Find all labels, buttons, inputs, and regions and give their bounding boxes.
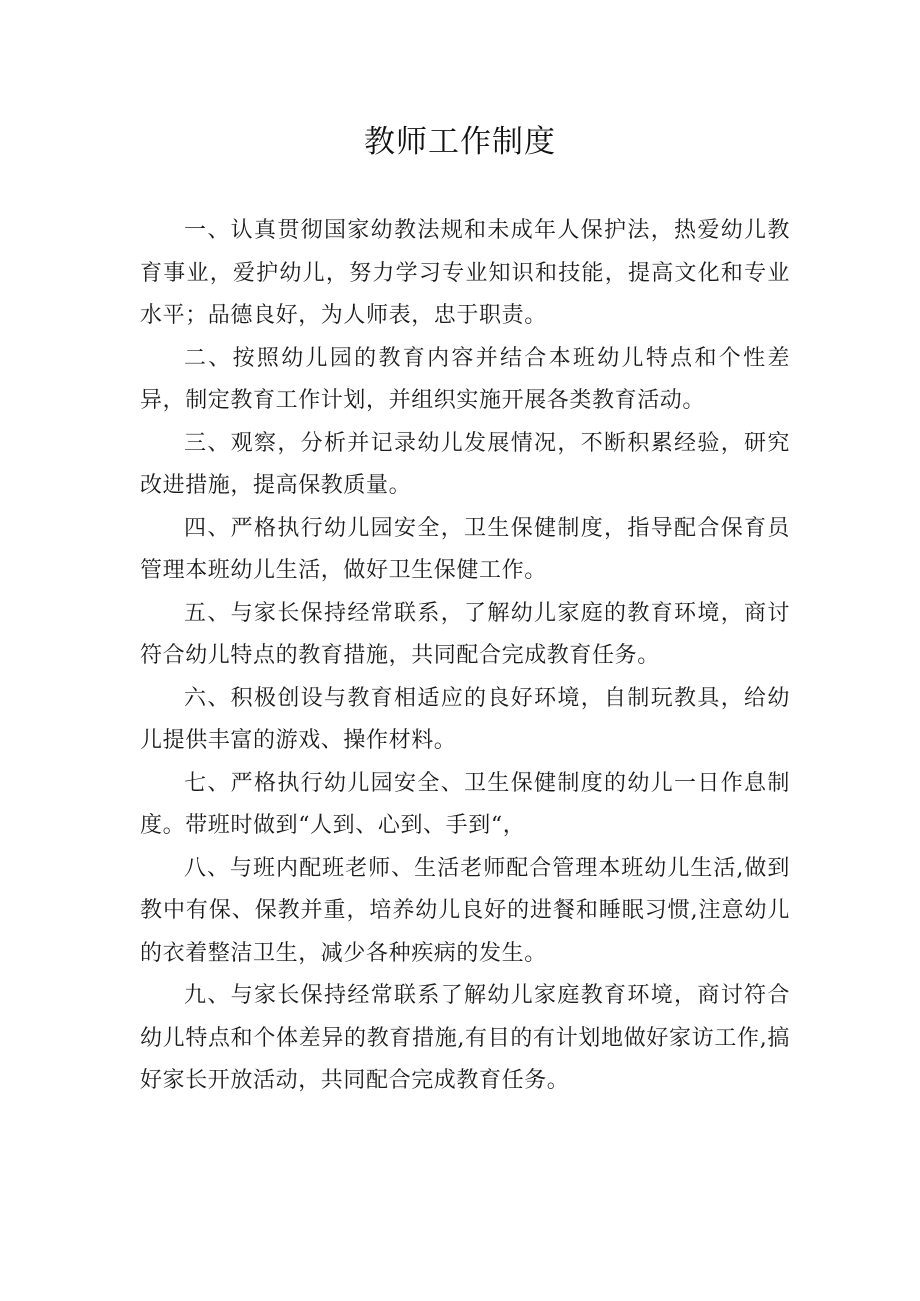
paragraph-7: 七、严格执行幼儿园安全、卫生保健制度的幼儿一日作息制度。带班时做到“人到、心到、手到“， <box>140 770 790 838</box>
document-title: 教师工作制度 <box>364 124 556 160</box>
paragraph-8: 八、与班内配班老师、生活老师配合管理本班幼儿生活,做到教中有保、保教并重，培养幼儿良好的进餐和睡眠习惯,注意幼儿的衣着整洁卫生，减少各种疾病的发生。 <box>140 855 790 966</box>
document-body <box>140 210 790 1103</box>
paragraph-9: 九、与家长保持经常联系了解幼儿家庭教育环境，商讨符合幼儿特点和个体差异的教育措施,有目的有计划地做好家访工作,搞好家长开放活动，共同配合完成教育任务。 <box>140 983 790 1093</box>
paragraph-5: 五、与家长保持经常联系，了解幼儿家庭的教育环境，商讨符合幼儿特点的教育措施，共同配合完成教育任务。 <box>140 600 790 668</box>
paragraph-4: 四、严格执行幼儿园安全，卫生保健制度，指导配合保育员管理本班幼儿生活，做好卫生保健工作。 <box>140 515 790 583</box>
paragraph-6: 六、积极创设与教育相适应的良好环境，自制玩教具，给幼儿提供丰富的游戏、操作材料。 <box>140 685 790 753</box>
paragraph-2: 二、按照幼儿园的教育内容并结合本班幼儿特点和个性差异，制定教育工作计划，并组织实施开展各类教育活动。 <box>140 345 790 413</box>
paragraph-3: 三、观察，分析并记录幼儿发展情况，不断积累经验，研究改进措施，提高保教质量。 <box>140 430 790 498</box>
paragraph-1: 一、认真贯彻国家幼教法规和未成年人保护法，热爱幼儿教育事业，爱护幼儿，努力学习专业知识和技能，提高文化和专业水平；品德良好，为人师表，忠于职责。 <box>140 218 790 328</box>
